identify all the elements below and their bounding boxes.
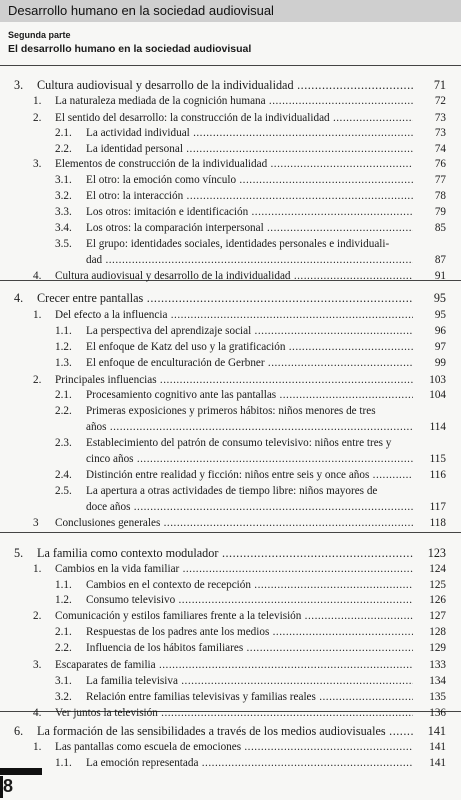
toc-number: 1.2. — [55, 594, 72, 606]
toc-page-number: 95 — [434, 309, 446, 321]
toc-number: 1.2. — [55, 341, 72, 353]
toc-page-number: 125 — [429, 579, 446, 591]
toc-entry — [0, 355, 461, 371]
toc-page-number: 71 — [433, 78, 446, 92]
toc-title: Conclusiones generales ..... — [55, 515, 413, 531]
toc-entry — [0, 172, 461, 188]
toc-title: Influencia de los hábitos familiares ..... — [86, 640, 413, 656]
toc-number: 3. — [14, 78, 24, 92]
toc-entry — [0, 307, 461, 323]
toc-page-number: 116 — [429, 469, 446, 481]
toc-number: 3 — [33, 517, 39, 529]
divider — [0, 65, 461, 66]
toc-number: 4. — [33, 270, 42, 282]
toc-entry — [0, 451, 461, 467]
toc-number: 1. — [33, 309, 42, 321]
toc-number: 2.5. — [55, 485, 72, 497]
toc-page-number: 117 — [429, 501, 446, 513]
running-header — [0, 0, 461, 22]
toc-entry — [0, 608, 461, 624]
toc-title: Establecimiento del patrón de consumo televisivo: niños entre tres y — [86, 437, 392, 449]
toc-title: Cambios en la vida familiar ..... — [55, 561, 413, 577]
divider — [0, 532, 461, 533]
toc-entry — [0, 156, 461, 172]
part-label: Segunda parte — [8, 30, 71, 40]
toc-number: 3.5. — [55, 238, 72, 250]
toc-page-number: 141 — [427, 724, 446, 738]
toc-number: 2. — [33, 610, 42, 622]
toc-number: 3. — [33, 659, 42, 671]
toc-entry — [0, 483, 461, 499]
toc-entry — [0, 705, 461, 721]
toc-entry — [0, 125, 461, 141]
toc-number: 1. — [33, 741, 42, 753]
toc-entry — [0, 93, 461, 109]
toc-entry — [0, 188, 461, 204]
toc-page-number: 97 — [434, 341, 446, 353]
part-title: El desarrollo humano en la sociedad audiovisual — [8, 43, 252, 55]
footer-bar — [0, 768, 42, 775]
toc-entry — [0, 577, 461, 593]
toc-title: Escaparates de familia ..... — [55, 657, 413, 673]
toc-number: 2.1. — [55, 626, 72, 638]
toc-entry — [0, 339, 461, 355]
toc-number: 3.3. — [55, 206, 72, 218]
toc-number: 1.3. — [55, 357, 72, 369]
toc-entry — [0, 110, 461, 126]
toc-entry — [0, 499, 461, 515]
toc-page-number: 96 — [434, 325, 446, 337]
toc-title: Crecer entre pantallas ..... — [37, 290, 413, 306]
toc-title: Cambios en el contexto de recepción ..... — [86, 577, 413, 593]
toc-entry — [0, 403, 461, 419]
toc-number: 3.2. — [55, 190, 72, 202]
toc-page-number: 114 — [429, 421, 446, 433]
toc-page-number: 128 — [429, 626, 446, 638]
toc-title: El otro: la emoción como vínculo ..... — [86, 172, 413, 188]
toc-number: 1.1. — [55, 579, 72, 591]
toc-number: 5. — [14, 546, 24, 560]
toc-page-number: 134 — [429, 675, 446, 687]
toc-entry — [0, 515, 461, 531]
toc-title: dad ..... — [86, 252, 413, 268]
toc-title: Elementos de construcción de la individualidad ..... — [55, 156, 413, 172]
toc-title: Procesamiento cognitivo ante las pantallas ..... — [86, 387, 413, 403]
toc-page-number: 91 — [434, 270, 446, 282]
toc-title: La emoción representada ..... — [86, 755, 413, 771]
toc-page-number: 87 — [434, 254, 446, 266]
toc-number: 3.1. — [55, 675, 72, 687]
toc-entry — [0, 624, 461, 640]
toc-entry — [0, 268, 461, 284]
toc-page-number: 76 — [434, 158, 446, 170]
toc-page-number: 126 — [429, 594, 446, 606]
toc-entry — [0, 561, 461, 577]
toc-title: El otro: la interacción ..... — [86, 188, 413, 204]
toc-page-number: 73 — [434, 112, 446, 124]
toc-number: 2.1. — [55, 389, 72, 401]
toc-page-number: 74 — [434, 143, 446, 155]
toc-page-number: 73 — [434, 127, 446, 139]
toc-page-number: 135 — [429, 691, 446, 703]
toc-title: El enfoque de Katz del uso y la gratificación ..... — [86, 339, 413, 355]
toc-page-number: 127 — [429, 610, 446, 622]
toc-title: La naturaleza mediada de la cognición humana ..... — [55, 93, 413, 109]
toc-chapter — [0, 290, 461, 306]
toc-title: La perspectiva del aprendizaje social ..... — [86, 323, 413, 339]
toc-title: Cultura audiovisual y desarrollo de la individualidad ..... — [37, 77, 413, 93]
running-header-title: Desarrollo humano en la sociedad audiovisual — [8, 3, 274, 18]
toc-number: 2.3. — [55, 437, 72, 449]
toc-entry — [0, 592, 461, 608]
toc-title: La familia como contexto modulador ..... — [37, 545, 413, 561]
toc-number: 2. — [33, 374, 42, 386]
toc-title: Del efecto a la influencia ..... — [55, 307, 413, 323]
toc-title: Los otros: la comparación interpersonal ..... — [86, 220, 413, 236]
toc-title: Ver juntos la televisión ..... — [55, 705, 413, 721]
toc-title: Los otros: imitación e identificación ..... — [86, 204, 413, 220]
toc-title: Primeras exposiciones y primeros hábitos: niños menores de tres — [86, 405, 376, 417]
toc-page-number: 115 — [429, 453, 446, 465]
toc-title: La apertura a otras actividades de tiempo libre: niños mayores de — [86, 485, 378, 497]
toc-page-number: 78 — [434, 190, 446, 202]
toc-title: Relación entre familias televisivas y familias reales ..... — [86, 689, 413, 705]
toc-entry — [0, 204, 461, 220]
toc-title: Consumo televisivo ..... — [86, 592, 413, 608]
toc-chapter — [0, 723, 461, 739]
toc-number: 1. — [33, 95, 42, 107]
toc-page-number: 141 — [429, 757, 446, 769]
toc-number: 2. — [33, 112, 42, 124]
toc-title: Las pantallas como escuela de emociones ..... — [55, 739, 413, 755]
toc-number: 1. — [33, 563, 42, 575]
toc-entry — [0, 467, 461, 483]
toc-entry — [0, 387, 461, 403]
toc-number: 2.2. — [55, 405, 72, 417]
toc-page-number: 77 — [434, 174, 446, 186]
page-number: 8 — [3, 776, 14, 796]
toc-title: La formación de las sensibilidades a través de los medios audiovisuales ..... — [37, 723, 413, 739]
toc-entry — [0, 220, 461, 236]
toc-number: 3. — [33, 158, 42, 170]
toc-page-number: 136 — [429, 707, 446, 719]
toc-title: Distinción entre realidad y ficción: niños entre seis y once años ..... — [86, 467, 413, 483]
toc-page-number: 99 — [434, 357, 446, 369]
toc-title: La actividad individual ..... — [86, 125, 413, 141]
toc-title: La identidad personal ..... — [86, 141, 413, 157]
toc-title: Principales influencias ..... — [55, 372, 413, 388]
toc-entry — [0, 657, 461, 673]
toc-title: Comunicación y estilos familiares frente a la televisión ..... — [55, 608, 413, 624]
toc-page-number: 72 — [434, 95, 446, 107]
toc-page-number: 118 — [429, 517, 446, 529]
toc-page-number: 124 — [429, 563, 446, 575]
toc-chapter — [0, 77, 461, 93]
toc-title: El sentido del desarrollo: la construcción de la individualidad ..... — [55, 110, 413, 126]
toc-page-number: 123 — [427, 546, 446, 560]
toc-page-number: 95 — [433, 291, 446, 305]
toc-number: 4. — [14, 291, 24, 305]
toc-title: Cultura audiovisual y desarrollo de la individualidad ..... — [55, 268, 413, 284]
toc-number: 3.1. — [55, 174, 72, 186]
toc-number: 2.1. — [55, 127, 72, 139]
toc-number: 3.4. — [55, 222, 72, 234]
toc-page-number: 79 — [434, 206, 446, 218]
toc-entry — [0, 141, 461, 157]
toc-title: cinco años ..... — [86, 451, 413, 467]
toc-number: 2.4. — [55, 469, 72, 481]
toc-entry — [0, 689, 461, 705]
toc-entry — [0, 372, 461, 388]
toc-entry — [0, 252, 461, 268]
toc-title: La familia televisiva ..... — [86, 673, 413, 689]
toc-page-number: 103 — [429, 374, 446, 386]
toc-number: 6. — [14, 724, 24, 738]
toc-page-number: 141 — [429, 741, 446, 753]
toc-number: 2.2. — [55, 143, 72, 155]
toc-title: Respuestas de los padres ante los medios ..... — [86, 624, 413, 640]
toc-title: El grupo: identidades sociales, identidades personales e individuali- — [86, 238, 390, 250]
toc-entry — [0, 435, 461, 451]
toc-entry — [0, 236, 461, 252]
toc-page-number: 129 — [429, 642, 446, 654]
toc-number: 1.1. — [55, 757, 72, 769]
toc-entry — [0, 755, 461, 771]
toc-title: El enfoque de enculturación de Gerbner ..... — [86, 355, 413, 371]
toc-chapter — [0, 545, 461, 561]
toc-number: 1.1. — [55, 325, 72, 337]
toc-entry — [0, 640, 461, 656]
toc-number: 2.2. — [55, 642, 72, 654]
toc-page-number: 85 — [434, 222, 446, 234]
toc-number: 3.2. — [55, 691, 72, 703]
toc-entry — [0, 673, 461, 689]
toc-number: 4. — [33, 707, 42, 719]
toc-title: años ..... — [86, 419, 413, 435]
toc-entry — [0, 419, 461, 435]
toc-entry — [0, 323, 461, 339]
toc-entry — [0, 739, 461, 755]
toc-page-number: 133 — [429, 659, 446, 671]
toc-title: doce años ..... — [86, 499, 413, 515]
toc-page-number: 104 — [429, 389, 446, 401]
